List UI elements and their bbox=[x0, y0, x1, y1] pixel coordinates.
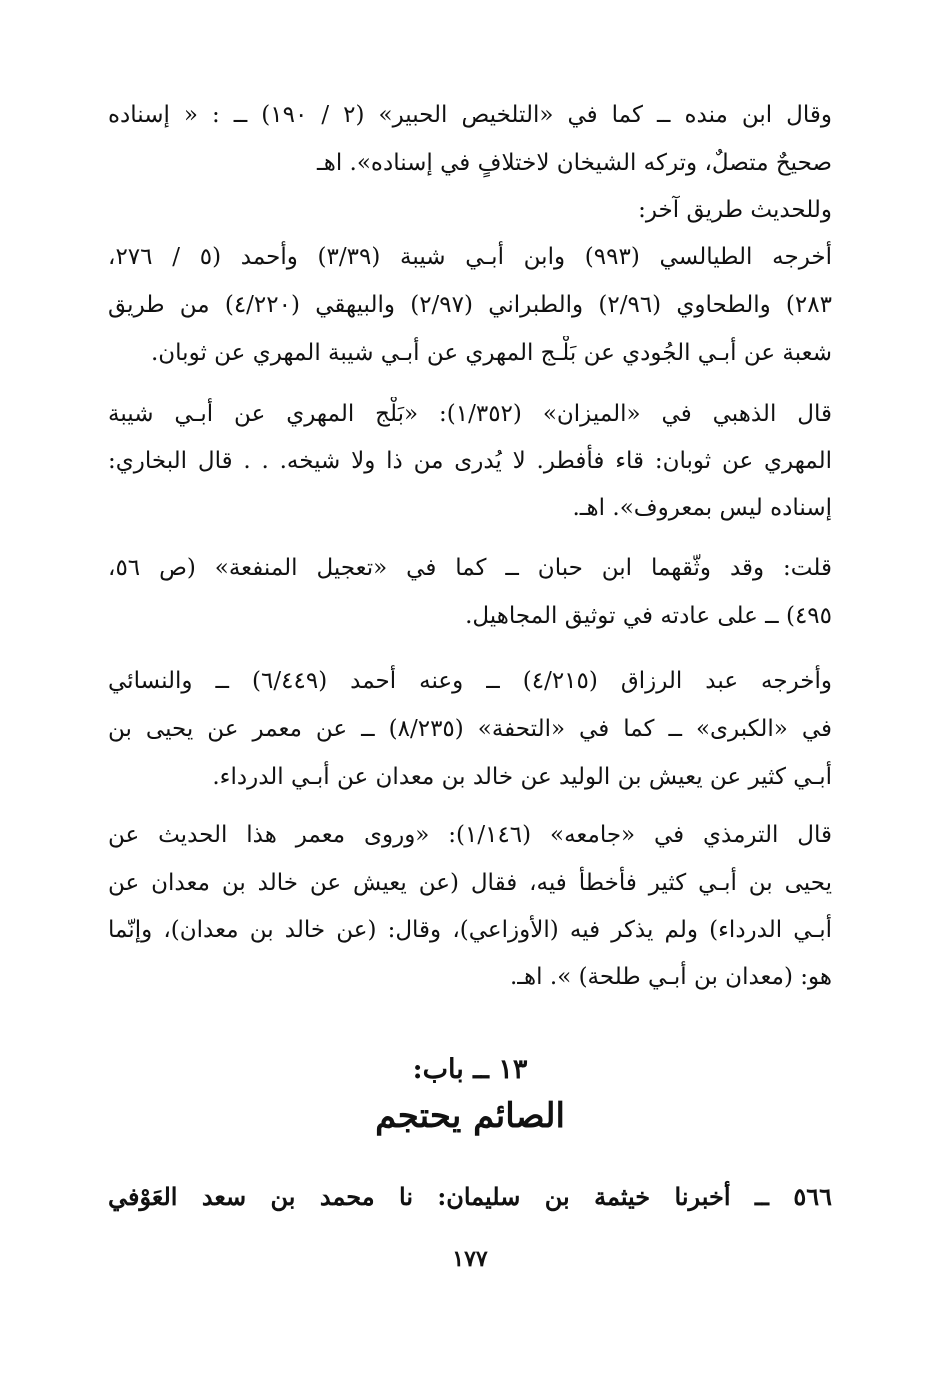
page-number: ١٧٧ bbox=[452, 1246, 488, 1272]
chapter-number: ١٣ ــ باب: bbox=[412, 1054, 528, 1085]
text-line: وقال ابن منده ــ كما في «التلخيص الحبير» (٢ / ١٩٠) ــ : « إسناده bbox=[108, 102, 832, 128]
text-line: قلت: وقد وثّقهما ابن حبان ــ كما في «تعجيل المنفعة» (ص ٥٦، bbox=[108, 555, 832, 581]
text-line: يحيى بن أبـي كثير فأخطأ فيه، فقال (عن يعيش عن خالد بن معدان عن bbox=[108, 870, 832, 896]
text-line: صحيحٌ متصلٌ، وتركه الشيخان لاختلافٍ في إسناده». اهـ bbox=[316, 150, 832, 176]
text-line: إسناده ليس بمعروف». اهـ. bbox=[572, 495, 832, 521]
text-line: قال الترمذي في «جامعه» (١/١٤٦): «وروى معمر هذا الحديث عن bbox=[108, 822, 832, 848]
hadith-line: ٥٦٦ ــ أخبرنا خيثمة بن سليمان: نا محمد بن سعد العَوْفي bbox=[108, 1182, 832, 1211]
text-line: وللحديث طريق آخر: bbox=[638, 197, 832, 223]
text-line: قال الذهبي في «الميزان» (١/٣٥٢): «بَلْج المهري عن أبـي شيبة bbox=[108, 401, 832, 427]
text-line: أبـي الدرداء) ولم يذكر فيه (الأوزاعي)، وقال: (عن خالد بن معدان)، وإنّما bbox=[108, 917, 832, 943]
chapter-title: الصائم يحتجم bbox=[375, 1096, 565, 1136]
text-line: شعبة عن أبـي الجُودي عن بَلْـج المهري عن أبـي شيبة المهري عن ثوبان. bbox=[150, 340, 832, 366]
text-line: ٢٨٣) والطحاوي (٢/٩٦) والطبراني (٢/٩٧) والبيهقي (٤/٢٢٠) من طريق bbox=[108, 292, 832, 318]
text-line: المهري عن ثوبان: قاء فأفطر. لا يُدرى من ذا ولا شيخه. . . قال البخاري: bbox=[108, 448, 832, 474]
text-line: وأخرجه عبد الرزاق (٤/٢١٥) ــ وعنه أحمد (٦/٤٤٩) ــ والنسائي bbox=[108, 668, 832, 694]
text-line: هو: (معدان بن أبـي طلحة) ». اهـ. bbox=[510, 964, 832, 990]
text-line: أبـي كثير عن يعيش بن الوليد عن خالد بن معدان عن أبـي الدرداء. bbox=[212, 764, 832, 790]
text-line: ٤٩٥) ــ على عادته في توثيق المجاهيل. bbox=[465, 603, 832, 629]
text-line: أخرجه الطيالسي (٩٩٣) وابن أبـي شيبة (٣/٣٩) وأحمد (٥ / ٢٧٦، bbox=[108, 244, 832, 270]
text-line: في «الكبرى» ــ كما في «التحفة» (٨/٢٣٥) ــ عن معمر عن يحيى بن bbox=[108, 716, 832, 742]
